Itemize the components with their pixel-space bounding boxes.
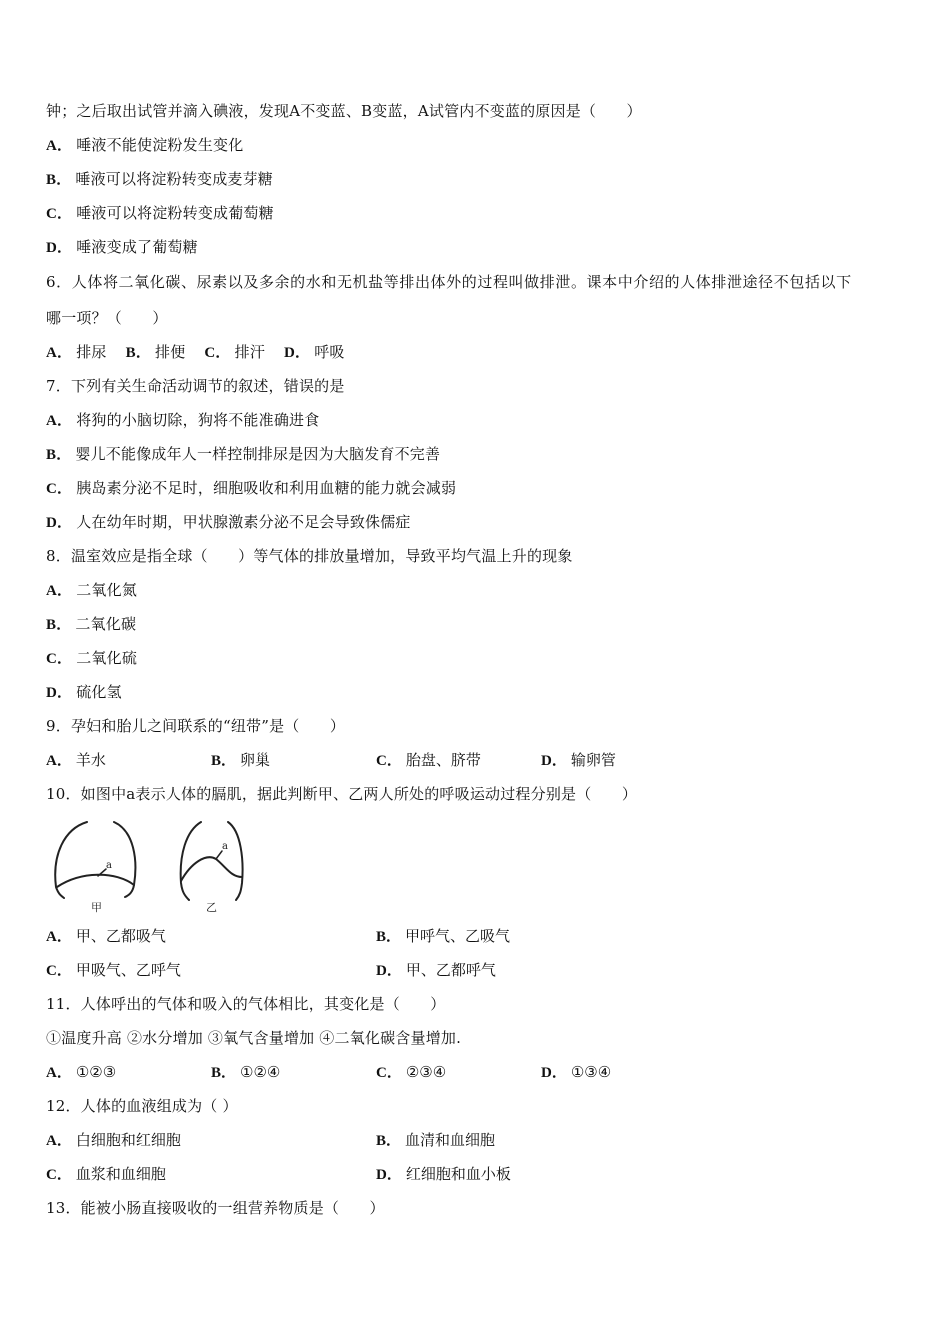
q9-option-a: [46, 750, 106, 771]
option-text: 血清和血细胞: [405, 1131, 496, 1149]
option-label: C．: [46, 206, 73, 222]
q7-option-c: [46, 478, 456, 499]
option-label: A．: [46, 413, 73, 429]
diaphragm-label-a-left: a: [106, 860, 112, 871]
option-label: C．: [46, 481, 73, 497]
q6-options: [46, 342, 345, 363]
q7-option-a: [46, 410, 319, 431]
q11-option-c: [376, 1062, 446, 1083]
question-13-stem: 13．能被小肠直接吸收的一组营养物质是（ ）: [46, 1199, 385, 1217]
q7-option-b: [46, 444, 440, 465]
q11-option-b: [211, 1062, 280, 1083]
option-text: 二氧化氮: [76, 581, 138, 599]
option-text: 红细胞和血小板: [405, 1165, 511, 1183]
q12-option-b: [376, 1130, 495, 1151]
option-label: D．: [541, 1065, 567, 1081]
q9-option-d: [541, 750, 616, 771]
question-11-stem: 11．人体呼出的气体和吸入的气体相比，其变化是（ ）: [46, 995, 446, 1013]
diaphragm-figure: [46, 815, 256, 915]
option-text: 唾液可以将淀粉转变成麦芽糖: [75, 170, 274, 188]
q12-option-c: [46, 1164, 166, 1185]
question-6-stem: 6．人体将二氧化碳、尿素以及多余的水和无机盐等排出体外的过程叫做排泄。课本中介绍的人体排泄途径不包括以下: [46, 273, 852, 291]
option-text: 唾液可以将淀粉转变成葡萄糖: [76, 204, 274, 222]
q11-option-d: [541, 1062, 611, 1083]
option-text: 排汗: [234, 343, 266, 361]
option-label: A．: [46, 138, 73, 154]
option-text: 人在幼年时期，甲状腺激素分泌不足会导致侏儒症: [76, 513, 411, 531]
option-text: ①③④: [570, 1063, 612, 1081]
option-text: 排便: [155, 343, 186, 361]
question-7-stem: 7．下列有关生命活动调节的叙述，错误的是: [46, 377, 345, 395]
option-label: A．: [46, 345, 73, 361]
question-12-stem: 12．人体的血液组成为（ ）: [46, 1097, 238, 1115]
q8-option-c: [46, 648, 137, 669]
option-text: 甲呼气、乙吸气: [405, 927, 511, 945]
option-label: A．: [46, 1133, 72, 1149]
q9-option-c: [376, 750, 481, 771]
option-text: 甲吸气、乙呼气: [75, 961, 181, 979]
q11-option-a: [46, 1062, 116, 1083]
option-text: ①②④: [240, 1063, 281, 1081]
q7-option-d: [46, 512, 411, 533]
option-text: 卵巢: [240, 751, 271, 769]
option-label: B．: [46, 617, 72, 633]
option-label: D．: [284, 345, 311, 361]
option-text: 甲、乙都呼气: [405, 961, 496, 979]
option-label: A．: [46, 929, 72, 945]
option-label: C．: [204, 345, 231, 361]
q5-option-a: [46, 135, 243, 156]
option-text: 输卵管: [570, 751, 616, 769]
option-label: B．: [376, 1133, 402, 1149]
question-6-stem-cont: 哪一项？（ ）: [46, 309, 168, 327]
option-label: B．: [46, 447, 72, 463]
q8-option-d: [46, 682, 122, 703]
q10-option-b: [376, 926, 510, 947]
option-text: 甲、乙都吸气: [75, 927, 166, 945]
option-text: 排尿: [76, 343, 107, 361]
q8-option-b: [46, 614, 136, 635]
option-label: C．: [376, 1065, 402, 1081]
option-label: C．: [46, 1167, 72, 1183]
q10-option-c: [46, 960, 181, 981]
option-text: 胰岛素分泌不足时，细胞吸收和利用血糖的能力就会减弱: [76, 479, 457, 497]
option-label: D．: [46, 515, 73, 531]
caption-right: 乙: [206, 901, 217, 914]
option-text: 二氧化碳: [75, 615, 137, 633]
option-label: C．: [46, 651, 73, 667]
option-label: B．: [46, 172, 72, 188]
option-label: A．: [46, 1065, 72, 1081]
q12-option-a: [46, 1130, 181, 1151]
q5-option-b: [46, 169, 273, 190]
option-label: B．: [125, 345, 152, 361]
option-label: D．: [541, 753, 567, 769]
question-10-stem: 10．如图中a表示人体的膈肌，据此判断甲、乙两人所处的呼吸运动过程分别是（ ）: [46, 785, 638, 803]
option-text: 血浆和血细胞: [75, 1165, 166, 1183]
caption-left: 甲: [91, 901, 102, 914]
option-text: 婴儿不能像成年人一样控制排尿是因为大脑发育不完善: [75, 445, 441, 463]
thorax-diagram-icon: [46, 815, 256, 915]
option-label: C．: [46, 963, 72, 979]
option-label: A．: [46, 753, 72, 769]
q8-option-a: [46, 580, 137, 601]
option-label: D．: [46, 240, 73, 256]
option-label: D．: [376, 1167, 402, 1183]
option-text: 二氧化硫: [76, 649, 138, 667]
question-5-continuation: 钟；之后取出试管并滴入碘液，发现A不变蓝、B变蓝，A试管内不变蓝的原因是（ ）: [46, 102, 642, 120]
diaphragm-label-a-right: a: [222, 841, 228, 852]
option-text: 白细胞和红细胞: [75, 1131, 181, 1149]
option-text: 唾液变成了葡萄糖: [76, 238, 198, 256]
option-label: C．: [376, 753, 402, 769]
q5-option-c: [46, 203, 274, 224]
option-text: 呼吸: [314, 343, 345, 361]
q12-option-d: [376, 1164, 511, 1185]
option-text: 硫化氢: [76, 683, 122, 701]
option-label: D．: [376, 963, 402, 979]
option-text: 胎盘、脐带: [405, 751, 481, 769]
option-label: A．: [46, 583, 73, 599]
option-text: 将狗的小脑切除，狗将不能准确进食: [76, 411, 320, 429]
option-text: 唾液不能使淀粉发生变化: [76, 136, 244, 154]
question-9-stem: 9．孕妇和胎儿之间联系的“纽带”是（ ）: [46, 717, 346, 735]
q5-option-d: [46, 237, 198, 258]
option-label: B．: [376, 929, 402, 945]
q10-option-d: [376, 960, 496, 981]
question-8-stem: 8．温室效应是指全球（ ）等气体的排放量增加，导致平均气温上升的现象: [46, 547, 573, 565]
option-text: ①②③: [75, 1063, 117, 1081]
question-11-items: ①温度升高 ②水分增加 ③氧气含量增加 ④二氧化碳含量增加.: [46, 1029, 462, 1047]
q9-option-b: [211, 750, 270, 771]
option-text: ②③④: [405, 1063, 447, 1081]
option-label: D．: [46, 685, 73, 701]
option-label: B．: [211, 1065, 237, 1081]
option-text: 羊水: [75, 751, 106, 769]
option-label: B．: [211, 753, 237, 769]
q10-option-a: [46, 926, 166, 947]
